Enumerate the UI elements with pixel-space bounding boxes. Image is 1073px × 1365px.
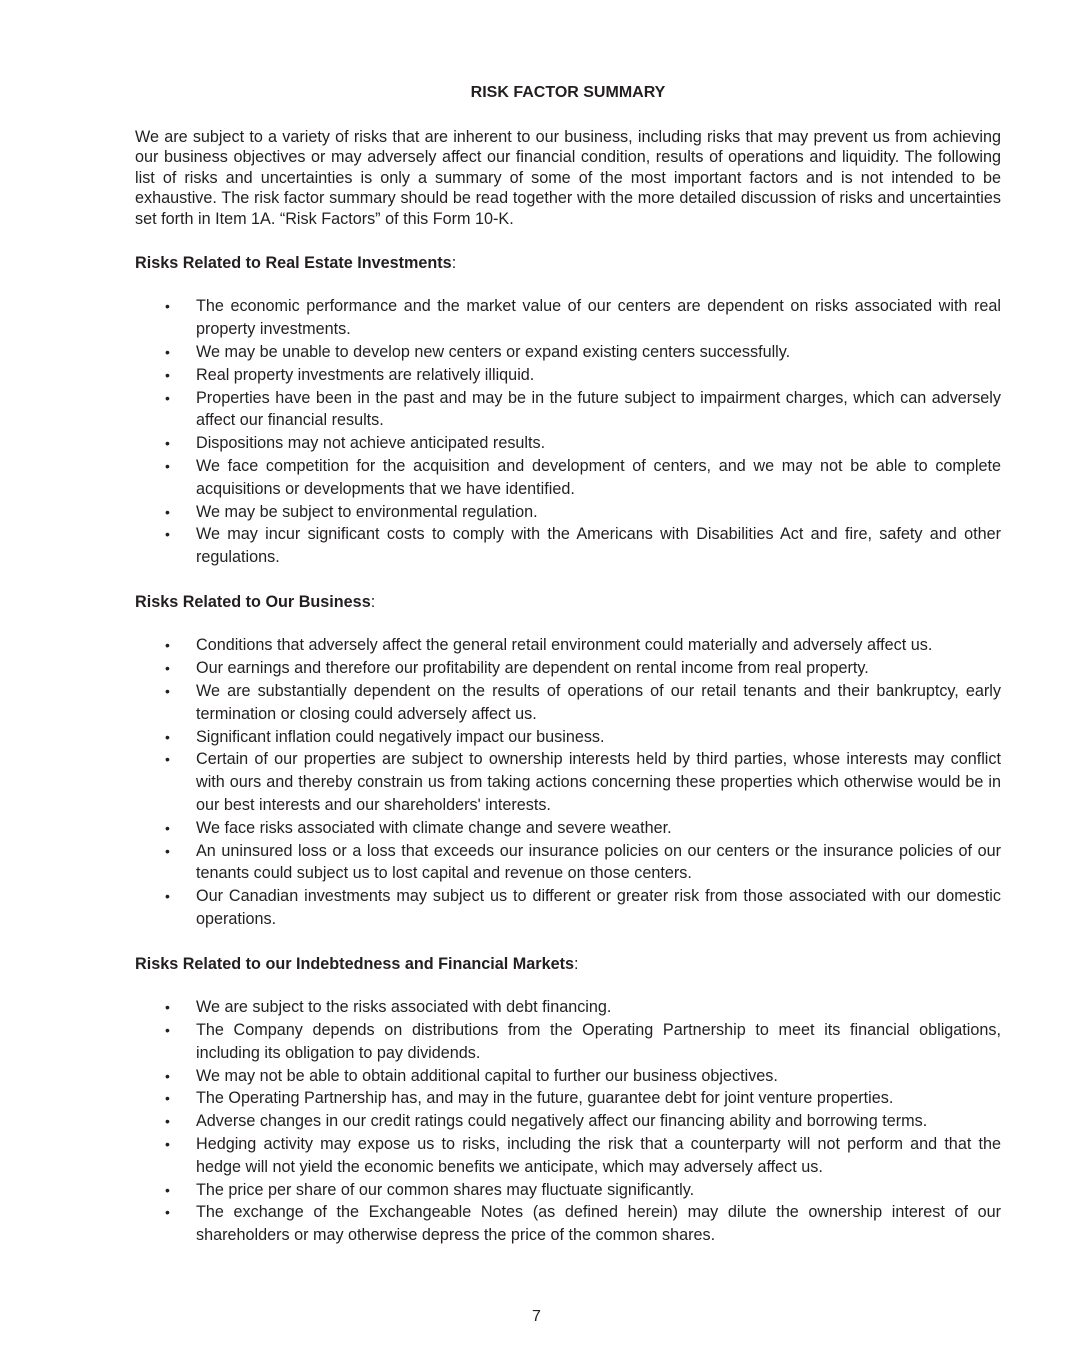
risk-list (135, 634, 1001, 930)
risk-list-item (135, 657, 1001, 680)
page-number: 7 (532, 1308, 541, 1325)
risk-list-item (135, 1201, 1001, 1247)
bullet-icon: • (165, 842, 170, 859)
risk-item-text: We may not be able to obtain additional capital to further our business objectives. (196, 1066, 778, 1085)
document-page (135, 82, 1001, 1270)
bullet-icon: • (165, 683, 170, 699)
bullet-icon: • (165, 751, 170, 768)
risk-list-item (135, 455, 1001, 501)
section-heading (135, 592, 1001, 612)
bullet-icon: • (165, 1135, 170, 1152)
bullet-icon: • (165, 637, 170, 654)
risk-list-item (135, 726, 1001, 749)
bullet-icon: • (165, 660, 170, 677)
risk-item-text: The Company depends on distributions from the Operating Partnership to meet its financial obligations, including its obligation to pay dividends. (196, 1020, 1001, 1062)
risk-list-item (135, 1179, 1001, 1202)
bullet-icon: • (165, 888, 170, 905)
risk-list-item (135, 885, 1001, 931)
bullet-icon: • (165, 1204, 170, 1221)
risk-list-item (135, 748, 1001, 816)
risk-item-text: Real property investments are relatively illiquid. (196, 365, 535, 384)
section-heading-text: Risks Related to Our Business (135, 593, 371, 611)
bullet-icon: • (165, 526, 170, 543)
section-heading (135, 954, 1001, 974)
page-title: RISK FACTOR SUMMARY (470, 84, 666, 101)
risk-list-item (135, 387, 1001, 433)
section-heading-text: Risks Related to Real Estate Investments (135, 254, 452, 273)
section-heading-suffix: : (451, 254, 457, 273)
risk-item-text: The price per share of our common shares may fluctuate significantly. (196, 1180, 695, 1199)
bullet-icon: • (165, 389, 170, 406)
section-heading-text: Risks Related to our Indebtedness and Financial Markets (135, 954, 574, 973)
risk-item-text: Adverse changes in our credit ratings could negatively affect our financing ability and borrowing terms. (196, 1112, 928, 1131)
bullet-icon: • (165, 1021, 170, 1038)
bullet-icon: • (165, 298, 170, 315)
risk-item-text: The economic performance and the market value of our centers are dependent on risks associated with real property investments. (196, 297, 1001, 339)
risk-list-item (135, 840, 1001, 886)
bullet-icon: • (165, 1113, 170, 1130)
bullet-icon: • (165, 503, 170, 520)
risk-item-text: Dispositions may not achieve anticipated results. (196, 434, 546, 453)
bullet-icon: • (165, 1181, 170, 1198)
intro-paragraph: We are subject to a variety of risks that are inherent to our business, including risks that may prevent us from achieving our business objectives or may adversely affect our financial condition, results of operations and liquidity. The following list of risks and uncertainties is only a summary of some of the most important factors and is not intended to be exhaustive. The risk factor summary should be read together with the more detailed discussion of risks and uncertainties set forth in Item 1A. “Risk Factors” of this Form 10-K. (135, 128, 1001, 228)
section-heading-suffix: : (370, 593, 376, 611)
risk-item-text: Hedging activity may expose us to risks, including the risk that a counterparty will not perform and that the hedge will not yield the economic benefits we anticipate, which may adversely affect us. (196, 1134, 1001, 1176)
bullet-icon: • (165, 1090, 170, 1107)
risk-list (135, 996, 1001, 1247)
risk-list-item (135, 634, 1001, 657)
bullet-icon: • (165, 366, 170, 383)
risk-list-item (135, 432, 1001, 455)
risk-list-item (135, 501, 1001, 524)
risk-item-text: Certain of our properties are subject to ownership interests held by third parties, whose interests may conflict with ours and thereby constrain us from taking actions concerning these properties which otherwise would be in our best interests and our shareholders' interests. (196, 750, 1001, 814)
risk-item-text: We may be subject to environmental regulation. (196, 502, 538, 521)
bullet-icon: • (165, 458, 170, 475)
risk-list-item (135, 523, 1001, 569)
risk-item-text: Properties have been in the past and may be in the future subject to impairment charges, which can adversely affect our financial results. (196, 388, 1001, 430)
section-heading-suffix: : (573, 954, 579, 973)
risk-list-item (135, 1110, 1001, 1133)
bullet-icon: • (165, 728, 170, 745)
risk-item-text: The exchange of the Exchangeable Notes (as defined herein) may dilute the ownership interest of our shareholders or may otherwise depress the price of the common shares. (196, 1203, 1001, 1245)
risk-list-item (135, 1087, 1001, 1110)
risk-list-item (135, 680, 1001, 726)
bullet-icon: • (165, 344, 170, 361)
risk-sections (135, 253, 1001, 1247)
risk-list-item (135, 1065, 1001, 1088)
risk-list-item (135, 1019, 1001, 1065)
risk-list-item (135, 817, 1001, 840)
bullet-icon: • (165, 819, 170, 836)
bullet-icon: • (165, 999, 170, 1016)
risk-list-item (135, 1133, 1001, 1179)
section-heading (135, 253, 1001, 273)
risk-item-text: We may incur significant costs to comply with the Americans with Disabilities Act and fire, safety and other regulations. (196, 525, 1001, 567)
risk-list-item (135, 996, 1001, 1019)
risk-list (135, 295, 1001, 569)
risk-item-text: We are subject to the risks associated with debt financing. (196, 998, 612, 1017)
risk-item-text: We may be unable to develop new centers or expand existing centers successfully. (196, 343, 791, 362)
risk-list-item (135, 364, 1001, 387)
risk-item-text: We face competition for the acquisition and development of centers, and we may not be able to complete acquisitions or developments that we have identified. (196, 457, 1001, 498)
risk-item-text: We face risks associated with climate change and severe weather. (196, 818, 672, 837)
risk-item-text: An uninsured loss or a loss that exceeds our insurance policies on our centers or the insurance policies of our tenants could subject us to lost capital and revenue on those centers. (196, 841, 1001, 883)
risk-item-text: Our earnings and therefore our profitability are dependent on rental income from real property. (196, 659, 869, 678)
bullet-icon: • (165, 1067, 170, 1084)
bullet-icon: • (165, 435, 170, 452)
risk-item-text: We are substantially dependent on the results of operations of our retail tenants and their bankruptcy, early termination or closing could adversely affect us. (196, 682, 1001, 723)
risk-item-text: Significant inflation could negatively impact our business. (196, 727, 605, 746)
risk-item-text: The Operating Partnership has, and may in the future, guarantee debt for joint venture properties. (196, 1089, 894, 1108)
risk-list-item (135, 295, 1001, 341)
risk-item-text: Our Canadian investments may subject us to different or greater risk from those associated with our domestic operations. (196, 887, 1001, 928)
risk-item-text: Conditions that adversely affect the general retail environment could materially and adversely affect us. (196, 636, 933, 655)
risk-list-item (135, 341, 1001, 364)
